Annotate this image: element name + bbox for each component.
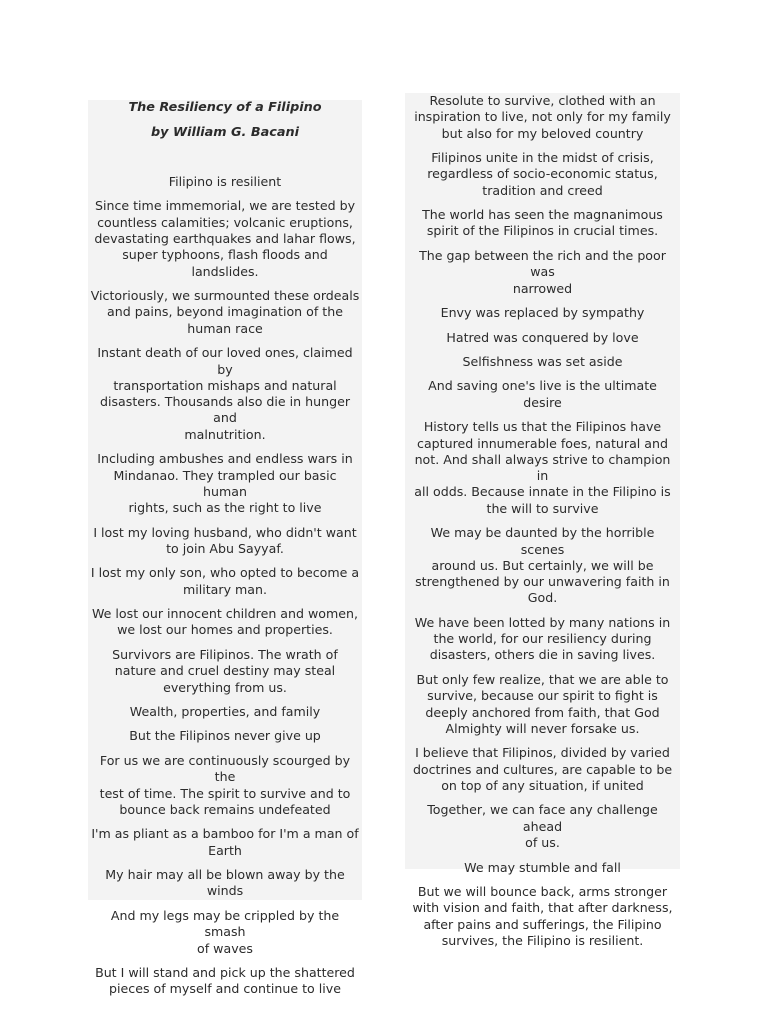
- stanza: History tells us that the Filipinos have captured innumerable foes, natural and not. And shall always strive to champion in all odds. Because innate in the Filipino is the will to survive: [414, 419, 671, 516]
- title-spacer: [90, 141, 360, 174]
- right-stanza-list: [407, 93, 678, 949]
- stanza: We have been lotted by many nations in the world, for our resiliency during disasters, others die in saving lives.: [414, 614, 671, 663]
- stanza: Victoriously, we surmounted these ordeals and pains, beyond imagination of the human race: [90, 288, 360, 336]
- stanza: Together, we can face any challenge ahead of us.: [427, 802, 658, 851]
- stanza: I lost my loving husband, who didn't want to join Abu Sayyaf.: [93, 524, 357, 556]
- poem-column-left: [88, 100, 362, 997]
- stanza: Since time immemorial, we are tested by countless calamities; volcanic eruptions, devastating earthquakes and lahar flows, super typhoons, flash floods and landslides.: [94, 198, 356, 279]
- stanza: Selfishness was set aside: [462, 353, 623, 369]
- stanza: Filipinos unite in the midst of crisis, regardless of socio-economic status, tradition and creed: [427, 150, 658, 198]
- left-stanza-list: [90, 174, 360, 998]
- stanza: We may be daunted by the horrible scenes around us. But certainly, we will be strengthened by our unwavering faith in God.: [415, 525, 670, 606]
- stanza: I believe that Filipinos, divided by varied doctrines and cultures, are capable to be on top of any situation, if united: [412, 745, 673, 793]
- stanza: We may stumble and fall: [464, 859, 621, 875]
- stanza: Including ambushes and endless wars in Mindanao. They trampled our basic human rights, such as the right to live: [97, 451, 353, 516]
- stanza: We lost our innocent children and women, we lost our homes and properties.: [91, 606, 359, 638]
- stanza: But I will stand and pick up the shattered pieces of myself and continue to live: [95, 964, 355, 997]
- stanza: Instant death of our loved ones, claimed by transportation mishaps and natural disasters. Thousands also die in hunger and malnutrition.: [97, 345, 353, 442]
- poem-column-right: [405, 93, 680, 948]
- stanza: I'm as pliant as a bamboo for I'm a man of Earth: [91, 826, 359, 858]
- stanza: Envy was replaced by sympathy: [440, 305, 645, 321]
- stanza: Resolute to survive, clothed with an inspiration to live, not only for my family but also for my beloved country: [414, 93, 671, 141]
- poem-title: The Resiliency of a Filipino: [128, 100, 322, 115]
- stanza: Filipino is resilient: [168, 174, 282, 189]
- stanza: I lost my only son, who opted to become a military man.: [90, 565, 360, 597]
- stanza: And my legs may be crippled by the smash of waves: [110, 907, 340, 956]
- stanza: And saving one's live is the ultimate desire: [428, 378, 657, 410]
- stanza: Wealth, properties, and family: [129, 704, 321, 719]
- stanza: The gap between the rich and the poor was narrowed: [419, 247, 666, 296]
- stanza: My hair may all be blown away by the winds: [105, 867, 345, 899]
- stanza: The world has seen the magnanimous spirit of the Filipinos in crucial times.: [422, 207, 663, 239]
- stanza: But only few realize, that we are able to survive, because our spirit to fight is deeply anchored from faith, that God Almighty will never forsake us.: [416, 671, 669, 736]
- poem-byline: by William G. Bacani: [151, 125, 299, 140]
- stanza: For us we are continuously scourged by the test of time. The spirit to survive and to bounce back remains undefeated: [99, 752, 351, 817]
- stanza: Hatred was conquered by love: [446, 329, 639, 345]
- stanza: But the Filipinos never give up: [129, 728, 321, 744]
- stanza: Survivors are Filipinos. The wrath of nature and cruel destiny may steal everything from us.: [112, 646, 338, 695]
- stanza: But we will bounce back, arms stronger with vision and faith, that after darkness, after pains and sufferings, the Filipino survives, the Filipino is resilient.: [412, 883, 673, 948]
